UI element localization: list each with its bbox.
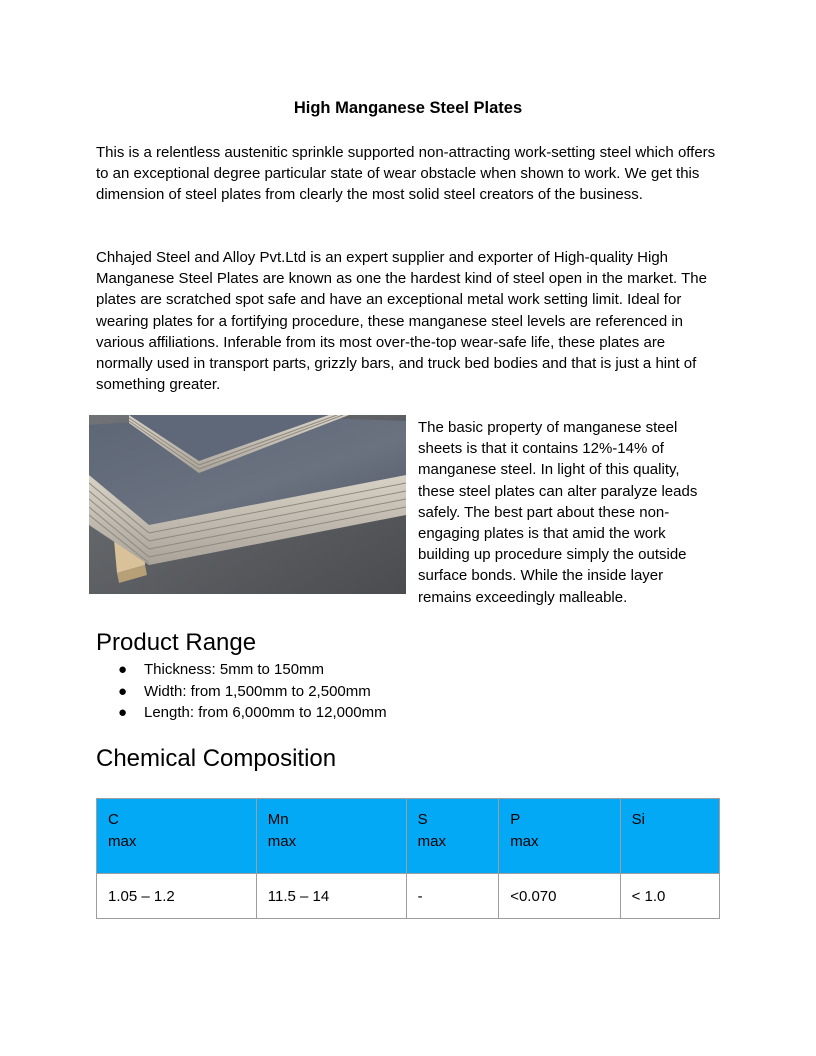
header-cell-c: C max <box>97 799 257 874</box>
table-header-row <box>97 799 720 874</box>
bullet-icon: ● <box>118 661 128 678</box>
chemical-composition-heading: Chemical Composition <box>96 745 337 772</box>
header-cell-mn: Mn max <box>256 799 406 874</box>
value-cell-mn: 11.5 – 14 <box>256 874 406 919</box>
table-row <box>97 874 720 919</box>
header-cell-s: S max <box>406 799 499 874</box>
product-range-list <box>96 659 387 724</box>
supplier-paragraph: Chhajed Steel and Alloy Pvt.Ltd is an expert supplier and exporter of High-quality High Manganese Steel Plates are known as one the hardest kind of steel open in the market. The plates are scratched spot safe and have an exceptional metal work setting limit. Ideal for wearing plates for a fortifying procedure, these manganese steel levels are referenced in various affiliations. Inferable from its most over-the-top wear-safe life, these plates are normally used in transport parts, grizzly bars, and truck bed bodies and that is just a hint of something greater. <box>96 249 707 394</box>
list-item: ● Length: from 6,000mm to 12,000mm <box>96 702 387 724</box>
list-item: ● Thickness: 5mm to 150mm <box>96 659 387 681</box>
bullet-icon: ● <box>118 704 128 721</box>
list-item: ● Width: from 1,500mm to 2,500mm <box>96 681 387 703</box>
steel-plates-photo <box>89 415 406 594</box>
value-cell-p: <0.070 <box>499 874 620 919</box>
value-cell-c: 1.05 – 1.2 <box>97 874 257 919</box>
property-paragraph: The basic property of manganese steel sheets is that it contains 12%-14% of manganese steel. In light of this quality, these steel plates can alter paralyze leads safely. The best part about these non-engaging plates is that amid the work building up procedure simply the outside surface bonds. While the inside layer remains exceedingly malleable. <box>418 419 698 606</box>
product-range-heading: Product Range <box>96 629 257 656</box>
header-cell-si: Si <box>620 799 719 874</box>
bullet-icon: ● <box>118 682 128 700</box>
intro-paragraph: This is a relentless austenitic sprinkle supported non-attracting work-setting steel which offers to an exceptional degree particular state of wear obstacle when shown to work. We get this dimension of steel plates from clearly the most solid steel creators of the business. <box>96 144 716 204</box>
page-title: High Manganese Steel Plates <box>293 99 523 117</box>
value-cell-si: < 1.0 <box>620 874 719 919</box>
chemical-composition-table <box>96 798 720 919</box>
header-cell-p: P max <box>499 799 620 874</box>
value-cell-s: - <box>406 874 499 919</box>
